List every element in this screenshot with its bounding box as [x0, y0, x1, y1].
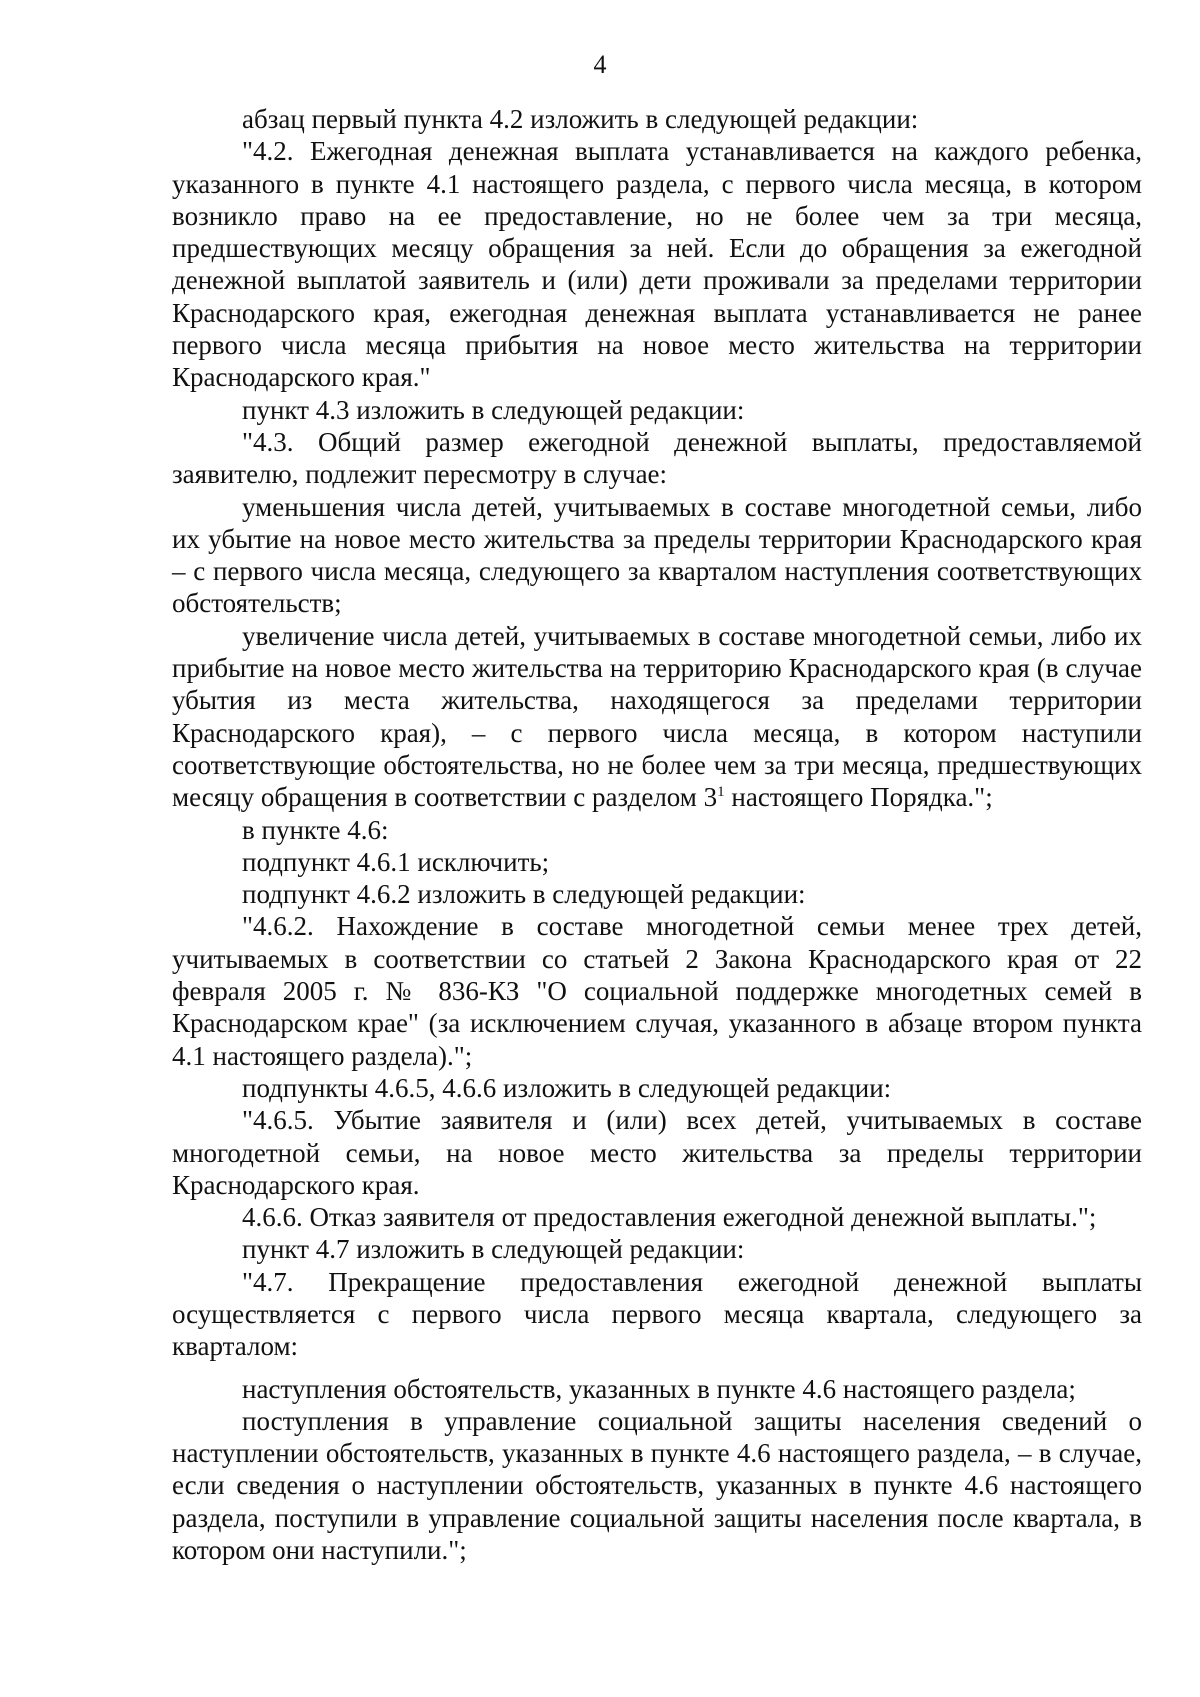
- paragraph: подпункт 4.6.2 изложить в следующей редакции:: [242, 879, 806, 910]
- paragraph: пункт 4.3 изложить в следующей редакции:: [242, 394, 745, 425]
- paragraph: поступления в управление социальной защиты населения сведений о наступлении обстоятельств, указанных в пункте 4.6 настоящего раздела, – в случае, если сведения о наступлении обстоятельств, указанных в пункте 4.6 настоящего раздела, поступили в управление социальной защиты населения после квартала, в котором они наступили.";: [172, 1405, 1142, 1566]
- quoted-clause-4-6-2: "4.6.2. Нахождение в составе многодетной семьи менее трех детей, учитываемых в соответствии со статьей 2 Закона Краснодарского края от 22 февраля 2005 г. № 836-КЗ "О социальной поддержке многодетных семей в Краснодарском крае" (за исключением случая, указанного в абзаце втором пункта 4.1 настоящего раздела).";: [172, 911, 1142, 1071]
- quoted-clause-4-7: "4.7. Прекращение предоставления ежегодной денежной выплаты осуществляется с первого числа первого месяца квартала, следующего за кварталом:: [172, 1266, 1142, 1362]
- quoted-clause-4-3: "4.3. Общий размер ежегодной денежной выплаты, предоставляемой заявителю, подлежит пересмотру в случае:: [172, 426, 1142, 490]
- paragraph: подпункты 4.6.5, 4.6.6 изложить в следующей редакции:: [242, 1072, 892, 1103]
- superscript: 1: [717, 784, 725, 801]
- paragraph: пункт 4.7 изложить в следующей редакции:: [242, 1234, 745, 1265]
- paragraph-text: увеличение числа детей, учитываемых в составе многодетной семьи, либо их прибытие на новое место жительства на территорию Краснодарского края (в случае убытия из места жительства, находящегося за пределами территории Краснодарского края), – с первого числа месяца, в котором наступили соответствующие обстоятельства, но не более чем за три месяца, предшествующих месяцу обращения в соответствии с разделом 3: [172, 620, 1142, 813]
- paragraph: абзац первый пункта 4.2 изложить в следующей редакции:: [242, 104, 919, 134]
- paragraph: наступления обстоятельств, указанных в пункте 4.6 настоящего раздела;: [242, 1373, 1076, 1404]
- document-body: [172, 103, 1142, 1566]
- clause-4-6-6: 4.6.6. Отказ заявителя от предоставления ежегодной денежной выплаты.";: [242, 1202, 1097, 1233]
- paragraph-with-superscript: [172, 620, 1142, 814]
- paragraph: уменьшения числа детей, учитываемых в составе многодетной семьи, либо их убытие на новое место жительства за пределы территории Краснодарского края – с первого числа месяца, следующего за кварталом наступления соответствующих обстоятельств;: [172, 491, 1142, 619]
- paragraph: в пункте 4.6:: [242, 814, 389, 845]
- quoted-clause-4-6-5: "4.6.5. Убытие заявителя и (или) всех детей, учитываемых в составе многодетной семьи, на новое место жительства за пределы территории Краснодарского края.: [172, 1105, 1142, 1200]
- page-number: 4: [593, 50, 607, 79]
- quoted-clause-4-2: "4.2. Ежегодная денежная выплата устанавливается на каждого ребенка, указанного в пункте 4.1 настоящего раздела, с первого числа месяца, в котором возникло право на ее предоставление, но не более чем за три месяца, предшествующих месяцу обращения за ней. Если до обращения за ежегодной денежной выплатой заявитель и (или) дети проживали за пределами территории Краснодарского края, ежегодная денежная выплата устанавливается не ранее первого числа месяца прибытия на новое место жительства на территории Краснодарского края.": [172, 136, 1142, 393]
- paragraph-text-tail: настоящего Порядка.";: [724, 782, 993, 813]
- paragraph: подпункт 4.6.1 исключить;: [242, 846, 550, 877]
